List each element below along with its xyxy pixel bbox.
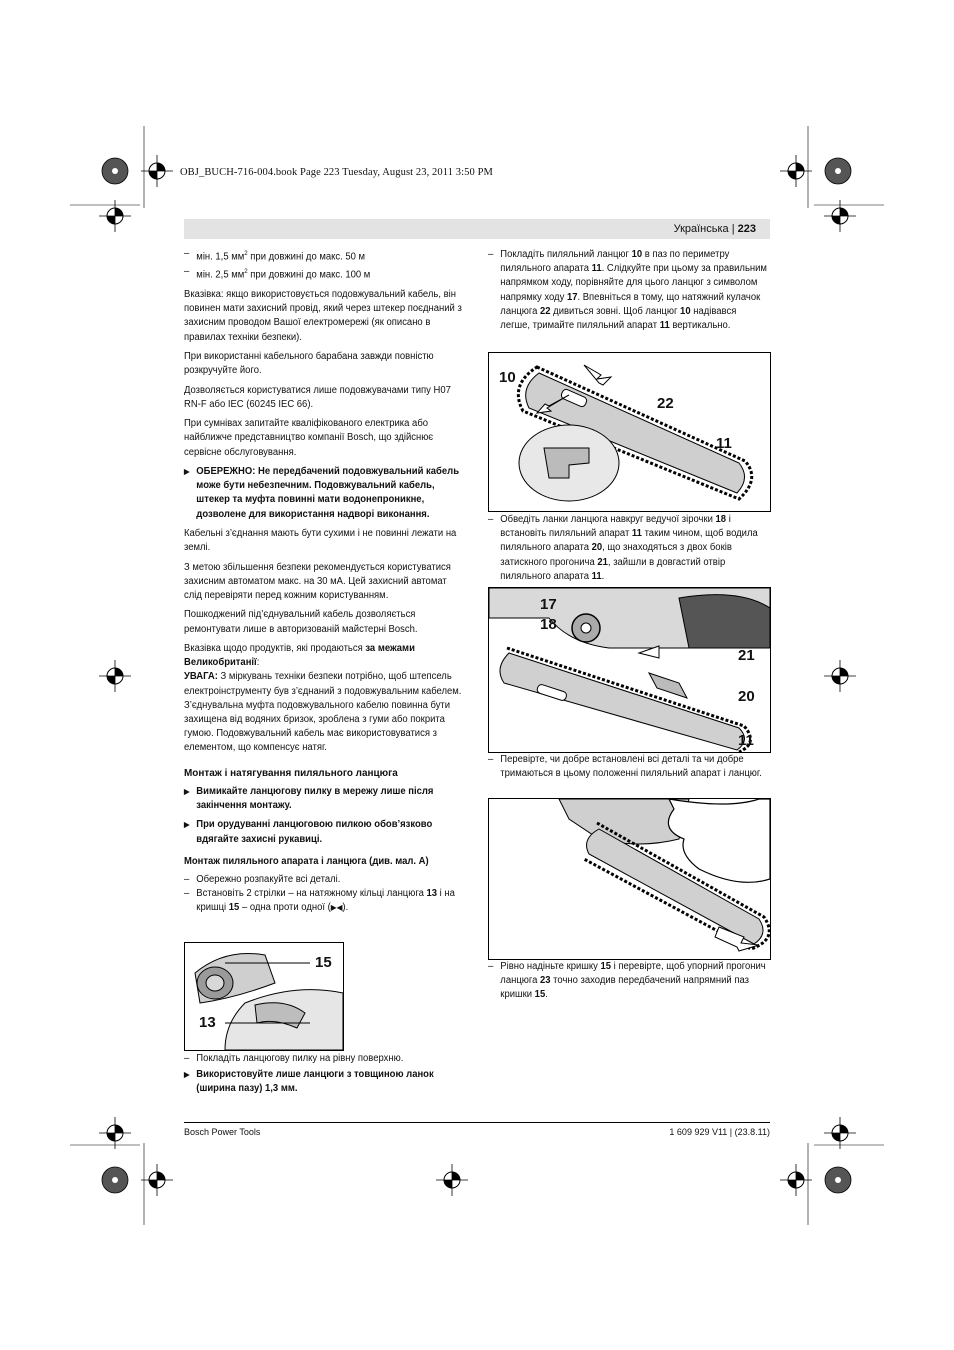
print-info: OBJ_BUCH-716-004.book Page 223 Tuesday, August 23, 2011 3:50 PM [180, 167, 493, 178]
fig1-callout-13: 13 [199, 1014, 216, 1031]
left-column [184, 247, 464, 921]
dry-connections-note: Кабельні з’єднання мають бути сухими і не повинні лежати на землі. [184, 528, 457, 554]
fig3-callout-21: 21 [738, 647, 755, 664]
step-flat-surface: – Покладіть ланцюгову пилку на рівну поверхню. [184, 1052, 464, 1066]
step-unpack: – Обережно розпакуйте всі деталі. [184, 873, 464, 887]
right-column-check [488, 753, 768, 787]
warning-extension-cable: ▶ ОБЕРЕЖНО: Не передбачений подовжувальний кабель може бути небезпечним. Подовжувальний кабель, штекер та муфта повинні мати водонепроникне, дозволене для використання надворі виконання. [184, 465, 464, 522]
cable-drum-note: При використанні кабельного барабана завжди повністю розкручуйте його. [184, 351, 434, 377]
step-place-chain: – Покладіть пиляльний ланцюг 10 в паз по периметру пиляльного апарата 11. Слідкуйте при цьому за правильним напрямком ходу, порівняйте для цього ланцюг з символом напрямку ходу 17. Впевніться в тому, що натяжний кулачок ланцюга 22 дивиться зовні. Щоб ланцюг 10 надівався легше, тримайте пиляльний апарат 11 вертикально. [488, 248, 768, 333]
step-cover: – Рівно надіньте кришку 15 і перевірте, щоб упорний прогонич ланцюга 23 точно заходив передбачений напрямний паз кришки 15. [488, 960, 768, 1003]
doubt-note: При сумнівах запитайте кваліфікованого електрика або найближче представництво компанії Bosch, що здійснює сервісне обслуговування. [184, 418, 434, 458]
step-lead-chain: – Обведіть ланки ланцюга навкруг ведучої зірочки 18 і встановіть пиляльний апарат 11 таким чином, щоб водила пиляльного апарата 20, що знаходяться з двох боків затискного прогонича 21, зайшли в довгастий отвір пиляльного апарата 11. [488, 513, 768, 584]
header-language: Українська [673, 223, 729, 235]
fig3-callout-17: 17 [540, 596, 557, 613]
chain-bar-illustration [489, 353, 770, 511]
cable-types-note: Дозволяється користуватися лише подовжувачами типу H07 RN-F або IEC (60245 IEC 66). [184, 384, 451, 410]
fig3-callout-11: 11 [738, 732, 754, 749]
warning-chain-width: ▶ Використовуйте лише ланцюги з товщиною ланок (ширина пазу) 1,3 мм. [184, 1068, 464, 1096]
note-protective-wire: Вказівка: якщо використовується подовжувальний кабель, він повинен мати захисний провід, який через штекер поєднаний з захисним проводом Вашої електромережі (як описано в правилах техніки безпеки). [184, 289, 462, 343]
page-header [184, 219, 770, 239]
uk-note: Вказівка щодо продуктів, які продаються за межами Великобританії: [184, 643, 415, 669]
right-column-cover [488, 960, 768, 1008]
cable-spec-2: – мін. 2,5 $мм^2$ при довжині до макс. 100 м [184, 265, 464, 283]
left-column-bottom [184, 1052, 464, 1102]
figure-sprocket [488, 587, 771, 753]
arrows-facing-icon: ▶◀ [330, 903, 343, 913]
fig2-callout-11: 11 [716, 435, 732, 452]
fig2-callout-22: 22 [657, 395, 674, 412]
fig1-callout-15: 15 [315, 954, 332, 971]
warning-unplug: ▶ Вимикайте ланцюгову пилку в мережу лише після закінчення монтажу. [184, 785, 464, 813]
figure-chain-on-bar [488, 352, 771, 512]
sprocket-illustration [489, 588, 770, 752]
figure-tension-ring [184, 942, 344, 1051]
hand-hold-illustration [489, 799, 770, 959]
footer-rule [184, 1122, 770, 1123]
fig3-callout-20: 20 [738, 688, 755, 705]
header-separator: | [731, 223, 735, 235]
header-text [674, 219, 770, 239]
right-column-lead [488, 513, 768, 589]
warning-gloves: ▶ При орудуванні ланцюговою пилкою обов’язково вдягайте захисні рукавиці. [184, 818, 464, 846]
page-number: 223 [737, 223, 756, 235]
right-column-top [488, 248, 768, 338]
section-heading-mount: Монтаж і натягування пиляльного ланцюга [184, 766, 398, 779]
attention-note: УВАГА: З міркувань техніки безпеки потрібно, щоб штепсель електроінструменту був з’єднаний з подовжувальним кабелем. З’єднувальна муфта подовжувального кабелю повинна бути захищена від водяних бризок, зроблена з гуми або покрита гумою. Подовжувальний кабель має використовуватися з елементом, що компенсує натяг. [184, 671, 462, 754]
figure-hand-hold [488, 798, 771, 960]
footer-doc-number: 1 609 929 V11 | (23.8.11) [669, 1127, 770, 1137]
step-arrows: – Встановіть 2 стрілки – на натяжному кільці ланцюга 13 і на кришці 15 – одна проти одної (▶◀). [184, 887, 464, 915]
fig2-callout-10: 10 [499, 369, 516, 386]
footer-brand: Bosch Power Tools [184, 1127, 261, 1137]
cable-spec-1: – мін. 1,5 $мм^2$ при довжині до макс. 50 м [184, 247, 464, 265]
damaged-cable-note: Пошкоджений під’єднувальний кабель дозволяється ремонтувати лише в авторизованій майстерні Bosch. [184, 609, 418, 635]
rcd-note: З метою збільшення безпеки рекомендується користуватися захисним автоматом макс. на 30 мА. Цей захисний автомат слід перевіряти перед кожним користуванням. [184, 561, 451, 602]
step-check: – Перевірте, чи добре встановлені всі деталі та чи добре тримаються в цьому положенні пиляльний апарат і ланцюг. [488, 753, 768, 781]
subheading-fig-a: Монтаж пиляльного апарата і ланцюга (див. мал. A) [184, 855, 429, 867]
fig3-callout-18: 18 [540, 616, 557, 633]
